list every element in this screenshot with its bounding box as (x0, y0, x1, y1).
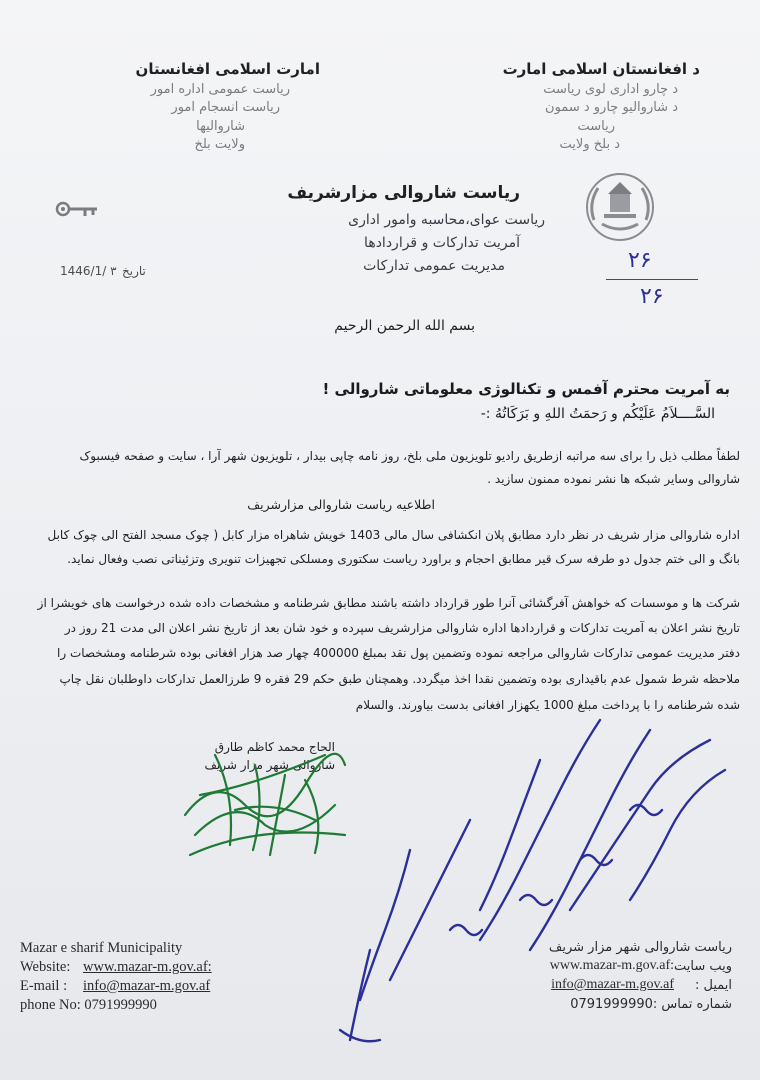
footer-en-website-link[interactable]: www.mazar-m.gov.af: (83, 959, 212, 975)
paragraph2-line2: بانگ و الی ختم جدول دو طرفه سرک قیر مطابق احجام و براورد ریاست سکتوری ومسلکی تجهیزات تنویری وتزئیناتی نصب وفعال نماید. (67, 552, 740, 566)
footer-fa-phone: شماره تماس :0791999990 (570, 997, 732, 1012)
footer-en-email-label: E-mail : (20, 978, 68, 994)
paragraph1-line1: لطفاً مطلب ذیل را برای سه مراتبه ازطریق رادیو تلویزیون ملی بلخ، روز نامه چاپی بیدار ، تلویزیون شهر آرا ، سایت و صفحه فیسبوک (79, 449, 740, 463)
addressee: به آمریت محترم آفمس و تکنالوژی معلوماتی شاروالی ! (322, 380, 730, 398)
signatory-name: الحاج محمد کاظم طارق (214, 740, 335, 754)
paragraph3-line4: ملاحظه شرط شمول عدم باقیداری بوده وتضمین نقدا اخذ میگردد. وهمچنان طبق حکم 29 فقره 9 طرزالعمل تدارکات داوطلبان نقل چاپ (59, 672, 740, 686)
header-left-line3: ریاست انسجام امور (171, 100, 280, 115)
paragraph1-line2: شاروالی وسایر شبکه ها نشر نموده ممنون سازید . (487, 472, 740, 486)
handwritten-annotation (330, 700, 750, 1070)
footer-en-org: Mazar e sharif Municipality (20, 940, 183, 956)
header-right-line3: د شاروالیو چارو د سمون (545, 100, 678, 115)
header-right-line4: ریاست (577, 119, 615, 134)
footer-fa-org: ریاست شاروالی شهر مزار شریف (548, 940, 732, 955)
green-signature (175, 735, 355, 865)
paragraph3-line3: دفتر مدیریت عمومی تدارکات شاروالی مراجعه نموده وتضمین پول نقد بمبلغ 400000 چهار صد هزار افغانی بوده شرطنامه ومشخصات را (57, 646, 740, 660)
signatory-title: شاروالی شهر مزار شریف (204, 758, 335, 772)
center-line4: مدیریت عمومی تدارکات (363, 258, 505, 274)
paragraph3-line1: شرکت ها و موسسات که خواهش آفرگشائی آنرا طور قرارداد داشته باشند مطابق شرطنامه و مشخصات داده شده درخواست های خویشرا از (37, 596, 740, 610)
center-line2: ریاست عوای،محاسبه وامور اداری (348, 212, 545, 228)
center-line3: آمریت تدارکات و قراردادها (364, 235, 520, 251)
center-line1: ریاست شاروالی مزارشریف (287, 183, 520, 203)
letter-number-bottom: ۲۶ (640, 284, 664, 309)
footer-fa-website: www.mazar-m.gov.af: (549, 958, 674, 973)
footer-fa-email-label: ایمیل : (694, 978, 732, 993)
footer-fa-email-link[interactable]: info@mazar-m.gov.af (551, 977, 674, 992)
bismillah: بسم الله الرحمن الرحیم (334, 318, 475, 334)
paragraph3-line2: تاریخ نشر اعلان به آمریت تدارکات و قراردادها اداره شاروالی مزارشریف سپرده و خود شان بعد از تاریخ نشر اعلان الی مدت 21 روز در (64, 621, 740, 635)
footer-fa-website-label: ویب سایت (673, 959, 732, 974)
header-left-line4: شاروالیها (196, 119, 245, 134)
notice-title: اطلاعیه ریاست شاروالی مزارشریف (247, 497, 435, 512)
paragraph3-line5: شده شرطنامه را با پرداخت مبلغ 1000 یکهزار افغانی بدست بیاورند. والسلام (355, 698, 740, 712)
letter-number-top: ۲۶ (628, 248, 652, 273)
header-left-line1: امارت اسلامی افغانستان (135, 60, 320, 78)
footer-en-email-link[interactable]: info@mazar-m.gov.af (83, 978, 211, 994)
number-divider (606, 279, 698, 280)
date-value: 1446/1/ ۳ (60, 264, 117, 278)
header-right-line2: د چارو اداری لوی ریاست (543, 82, 678, 97)
key-logo-icon (55, 198, 100, 220)
date-label: تاریخ (122, 264, 146, 278)
header-left-line5: ولایت بلخ (194, 137, 245, 152)
greeting: السَّــــلاَمُ عَلَيْكُم و رَحمَتُ اللهِ و بَرَكَاتُهُ :- (480, 406, 715, 422)
footer-en-phone: phone No: 0791999990 (20, 997, 157, 1013)
header-right-line5: د بلخ ولایت (559, 137, 620, 152)
paragraph2-line1: اداره شاروالی مزار شریف در نظر دارد مطابق پلان انکشافی سال مالی 1403 خویش شاهراه مزار کابل ( چوک مسجد الفتح الی چوک کابل (47, 528, 740, 542)
afghanistan-emblem-icon (580, 168, 660, 246)
header-left-line2: ریاست عمومی اداره امور (150, 82, 290, 97)
footer-en-website-label: Website: (20, 959, 71, 975)
header-right-line1: د افغانستان اسلامی امارت (502, 60, 700, 78)
